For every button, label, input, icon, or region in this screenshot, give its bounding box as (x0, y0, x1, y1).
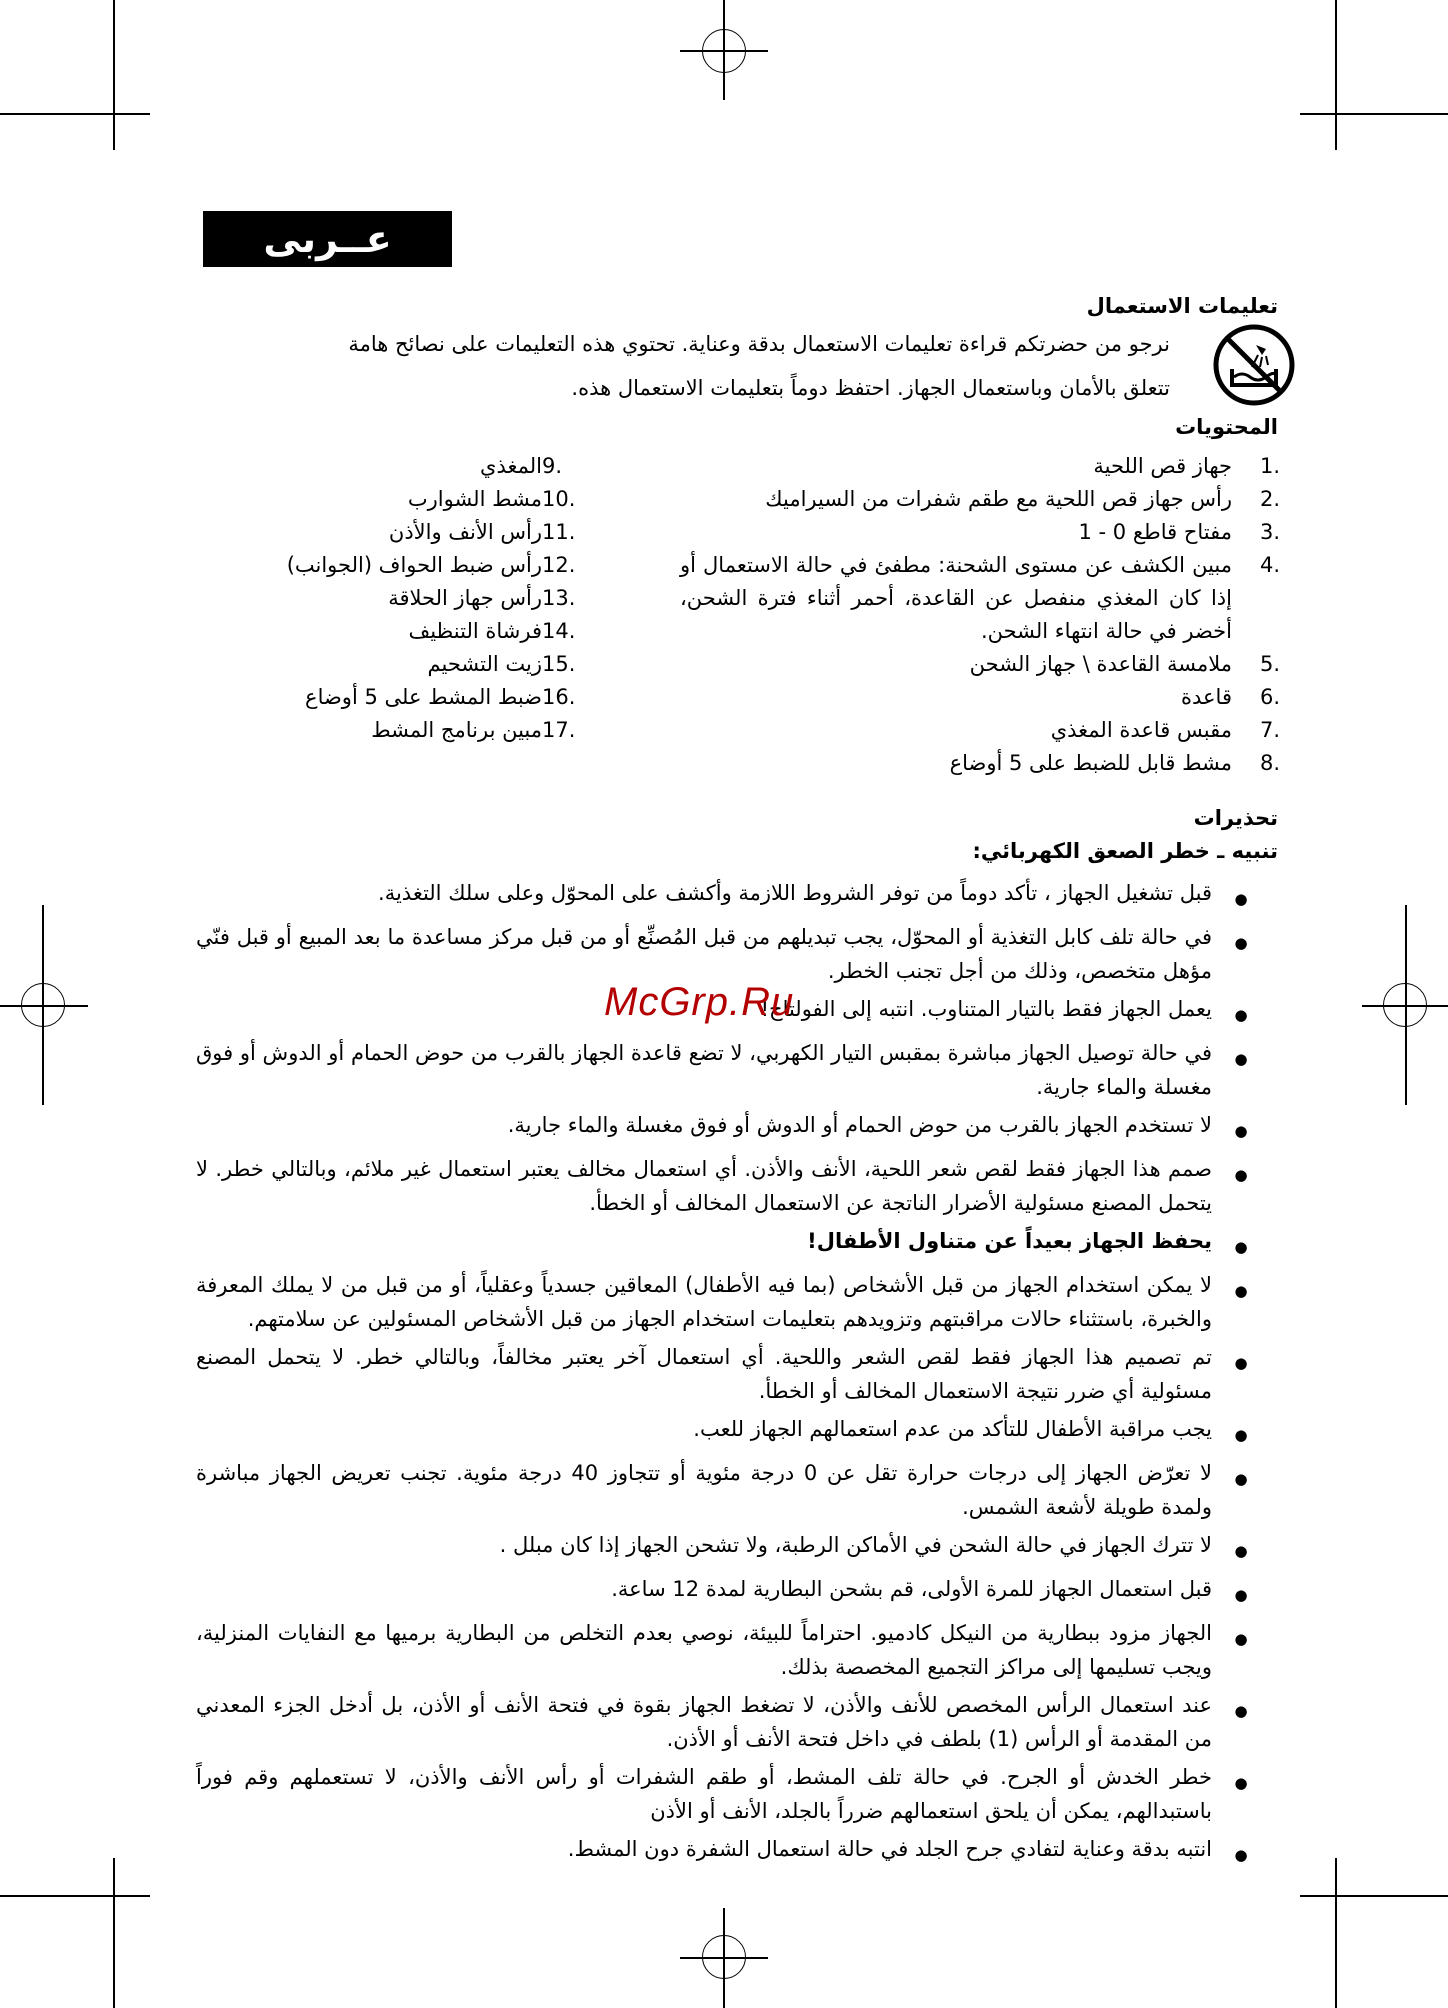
contents-title: المحتويات (1175, 415, 1278, 439)
warnings-title: تحذيرات (1193, 806, 1278, 830)
warning-item: ● قبل استعمال الجهاز للمرة الأولى، قم بشحن البطارية لمدة 12 ساعة. (611, 1577, 1248, 1604)
warning-item: ● يحفظ الجهاز بعيداً عن متناول الأطفال! (807, 1229, 1248, 1256)
contents-item: 6. قاعدة (1181, 685, 1280, 709)
contents-item: 13. رأس جهاز الحلاقة (388, 586, 576, 610)
warning-item: ● صمم هذا الجهاز فقط لقص شعر اللحية، الأنف والأذن. أي استعمال مخالف يعتبر استعمال غير ملائم، وبالتالي خطر. لا يتحمل المصنع مسئولية الأضرار الناتجة عن الاستعمال المخالف أو الخطأ. (196, 1157, 1248, 1215)
instructions-text: نرجو من حضرتكم قراءة تعليمات الاستعمال بدقة وعناية. تحتوي هذه التعليمات على نصائح هامة تتعلق بالأمان وباستعمال الجهاز. احتفظ دوماً بتعليمات الاستعمال هذه. (348, 332, 1170, 400)
contents-right-column (680, 450, 1280, 780)
contents-item: 15. زيت التشحيم (427, 652, 576, 676)
contents-item: 12. رأس ضبط الحواف (الجوانب) (286, 553, 576, 577)
contents-item: 10. مشط الشوارب (407, 487, 576, 511)
language-header (203, 211, 452, 267)
contents-item: 5. ملامسة القاعدة \ جهاز الشحن (969, 652, 1280, 676)
warning-item: ● لا تترك الجهاز في حالة الشحن في الأماكن الرطبة، ولا تشحن الجهاز إذا كان مبلل . (499, 1533, 1248, 1560)
contents-item: 14. فرشاة التنظيف (408, 619, 576, 643)
language-label: عــربى (263, 217, 392, 261)
warning-item: ● يعمل الجهاز فقط بالتيار المتناوب. انتبه إلى الفولتاج! (760, 997, 1248, 1024)
warning-item: ● انتبه بدقة وعناية لتفادي جرح الجلد في حالة استعمال الشفرة دون المشط. (567, 1837, 1248, 1864)
contents-left-column (210, 450, 610, 747)
contents-item: 17. مبين برنامج المشط (371, 718, 576, 742)
warning-item: ● في حالة توصيل الجهاز مباشرة بمقبس التيار الكهربي، لا تضع قاعدة الجهاز بالقرب من حوض الحمام أو الدوش أو فوق مغسلة والماء جارية. (196, 1041, 1248, 1099)
watermark-text: McGrp.Ru (604, 980, 795, 1024)
warning-item: ● في حالة تلف كابل التغذية أو المحوّل، يجب تبديلهم من قبل المُصنِّع أو من قبل مركز مساعدة ما بعد المبيع أو قبل فنّي مؤهل متخصص، وذلك من أجل تجنب الخطر. (196, 925, 1248, 983)
contents-item: 11. رأس الأنف والأذن (388, 520, 576, 544)
contents-item: 16. ضبط المشط على 5 أوضاع (305, 685, 576, 709)
warning-item: ● قبل تشغيل الجهاز ، تأكد دوماً من توفر الشروط اللازمة وأكشف على المحوّل وعلى سلك التغذية. (378, 881, 1248, 908)
no-water-immersion-icon (1212, 323, 1296, 407)
warning-item: ● لا تعرّض الجهاز إلى درجات حرارة تقل عن 0 درجة مئوية أو تتجاوز 40 درجة مئوية. تجنب تعريض الجهاز مباشرة ولمدة طويلة لأشعة الشمس. (196, 1461, 1248, 1519)
warning-item: ● خطر الخدش أو الجرح. في حالة تلف المشط، أو طقم الشفرات أو رأس الأنف والأذن، لا تستعملهم وقم فوراً باستبدالهم، يمكن أن يلحق استعمالهم ضرراً بالجلد، الأنف أو الأذن (196, 1765, 1248, 1823)
warnings-list (196, 876, 1270, 1876)
contents-item: 2. رأس جهاز قص اللحية مع طقم شفرات من السيراميك (765, 487, 1280, 511)
contents-item: 1. جهاز قص اللحية (1093, 454, 1280, 478)
warning-item: ● لا تستخدم الجهاز بالقرب من حوض الحمام أو الدوش أو فوق مغسلة والماء جارية. (507, 1113, 1248, 1140)
warning-item: ● الجهاز مزود ببطارية من النيكل كادميو. احتراماً للبيئة، نوصي بعدم التخلص من البطارية برميها مع النفايات المنزلية، ويجب تسليمها إلى مراكز التجميع المخصصة بذلك. (196, 1621, 1248, 1679)
contents-item: 4. مبين الكشف عن مستوى الشحنة: مطفئ في حالة الاستعمال أو إذا كان المغذي منفصل عن القاعدة، أحمر أثناء فترة الشحن، أخضر في حالة انتهاء الشحن. (680, 553, 1280, 643)
warnings-subtitle: تنبيه ـ خطر الصعق الكهربائي: (972, 839, 1278, 863)
warning-item: ● تم تصميم هذا الجهاز فقط لقص الشعر واللحية. أي استعمال آخر يعتبر مخالفاً، وبالتالي خطر. لا يتحمل المصنع مسئولية أي ضرر نتيجة الاستعمال المخالف أو الخطأ. (196, 1345, 1248, 1403)
warning-item: ● يجب مراقبة الأطفال للتأكد من عدم استعمالهم الجهاز للعب. (693, 1417, 1248, 1444)
instructions-title: تعليمات الاستعمال (1086, 294, 1278, 318)
contents-item: 9. المغذي (480, 454, 563, 478)
warning-item: ● عند استعمال الرأس المخصص للأنف والأذن، لا تضغط الجهاز بقوة في فتحة الأنف أو الأذن، بل أدخل الجزء المعدني من المقدمة أو الرأس (1) بلطف في داخل فتحة الأنف أو الأذن. (196, 1693, 1248, 1751)
contents-item: 3. مفتاح قاطع 0 - 1 (1078, 520, 1280, 544)
contents-item: 8. مشط قابل للضبط على 5 أوضاع (949, 751, 1280, 775)
warning-item: ● لا يمكن استخدام الجهاز من قبل الأشخاص (بما فيه الأطفال) المعاقين جسدياً وعقلياً، أو من قبل من لا يملك المعرفة والخبرة، باستثناء حالات مراقبتهم وتزويدهم بتعليمات استخدام الجهاز من قبل الأشخاص المسئولين عن سلامتهم. (196, 1273, 1248, 1331)
contents-item: 7. مقبس قاعدة المغذي (1050, 718, 1280, 742)
